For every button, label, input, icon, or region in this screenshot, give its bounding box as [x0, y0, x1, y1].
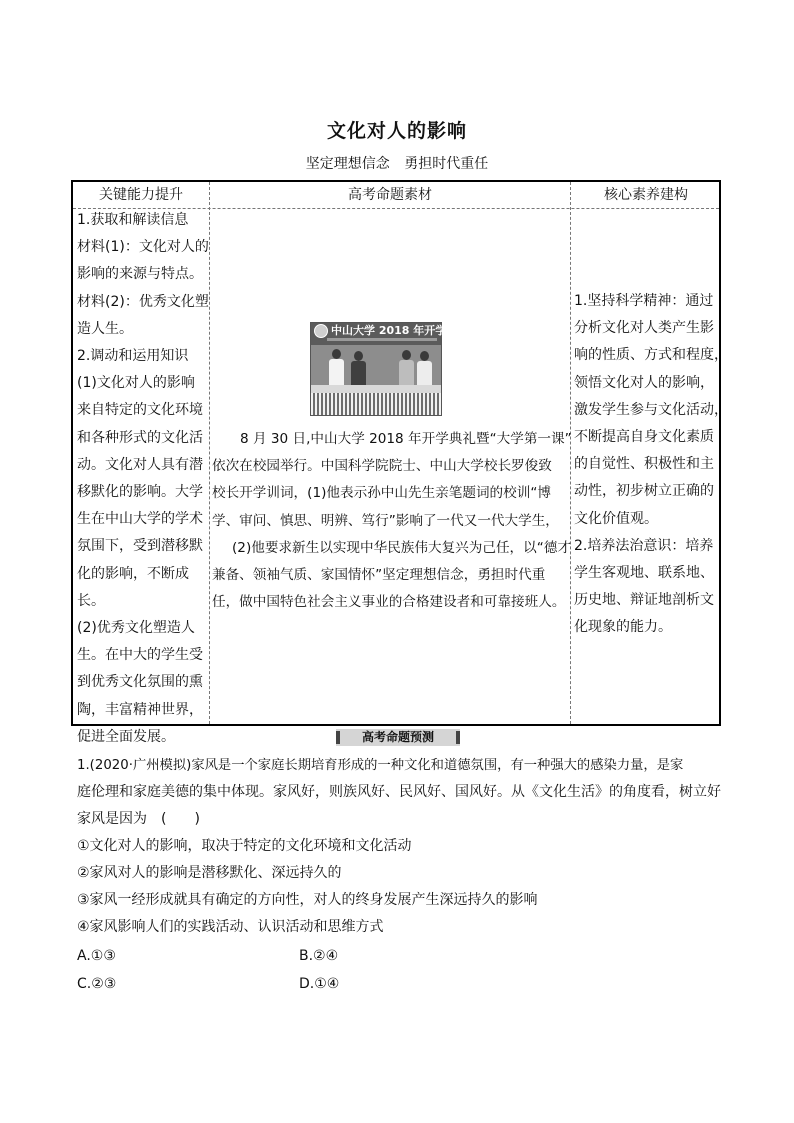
- core-literacy-line: 文化价值观。: [574, 510, 658, 527]
- question-stem-line: 家风是因为 ( ): [77, 811, 200, 827]
- header-key-ability: 关键能力提升: [99, 187, 183, 203]
- fence: [311, 393, 441, 415]
- key-ability-line: 陶，丰富精神世界，: [77, 701, 203, 718]
- core-literacy-line: 动性，初步树立正确的: [574, 483, 714, 500]
- key-ability-line: (1)文化对人的影响: [77, 375, 195, 392]
- core-literacy-line: 化现象的能力。: [574, 619, 672, 636]
- core-literacy-line: 学生客观地、联系地、: [574, 565, 714, 582]
- statement-item: ②家风对人的影响是潜移默化、深远持久的: [77, 865, 342, 881]
- core-literacy-line: 2.培养法治意识：培养: [574, 537, 714, 554]
- core-literacy-line: 分析文化对人类产生影: [574, 320, 714, 337]
- key-ability-column: [77, 207, 209, 751]
- question-stem-line: 庭伦理和家庭美德的集中体现。家风好，则族风好、民风好、国风好。从《文化生活》的角度看，树立好: [77, 784, 721, 800]
- key-ability-line: 造人生。: [77, 320, 133, 337]
- key-ability-line: 化的影响，不断成长。: [77, 565, 189, 609]
- exam-material-column: [212, 426, 572, 616]
- page-subtitle: [0, 153, 794, 173]
- podium: [311, 385, 441, 393]
- statement-item: ④家风影响人们的实践活动、认识活动和思维方式: [77, 919, 384, 935]
- option-c: C.②③: [77, 976, 117, 992]
- material-line: 兼备、领袖气质、家国情怀”坚定理想信念，勇担时代重: [212, 567, 546, 584]
- statement-item: ③家风一经形成就具有确定的方向性，对人的终身发展产生深远持久的影响: [77, 892, 538, 908]
- question-stem-line: 1.(2020·广州模拟)家风是一个家庭长期培育形成的一种文化和道德氛围，有一种强大的感染力量，是家: [77, 758, 684, 773]
- banner-subtext-strip: [327, 338, 437, 341]
- subtitle-part-2: 勇担时代重任: [404, 156, 489, 172]
- key-ability-line: 材料(1)：文化对人的: [77, 239, 209, 256]
- key-ability-line: 1.获取和解读信息: [77, 212, 189, 228]
- material-line: 校长开学训词，(1)他表示孙中山先生亲笔题词的校训“博: [212, 485, 551, 502]
- core-literacy-line: 不断提高自身文化素质: [574, 429, 714, 446]
- key-ability-line: 氛围下，受到潜移默: [77, 538, 203, 555]
- key-ability-line: 动。文化对人具有潜: [77, 456, 203, 473]
- option-a: A.①③: [77, 948, 116, 964]
- key-ability-line: (2)优秀文化塑造人: [77, 620, 195, 637]
- header-exam-material: 高考命题素材: [348, 187, 432, 203]
- core-literacy-column: [574, 288, 728, 642]
- material-line: 依次在校园举行。中国科学院院士、中山大学校长罗俊致: [212, 458, 552, 475]
- key-ability-line: 生在中山大学的学术: [77, 511, 203, 528]
- ceremony-banner: [311, 323, 469, 345]
- key-ability-line: 生。在中大的学生受: [77, 647, 203, 664]
- core-literacy-line: 领悟文化对人的影响，: [574, 374, 714, 391]
- key-ability-line: 来自特定的文化环境: [77, 402, 203, 419]
- core-literacy-line: 激发学生参与文化活动，: [574, 401, 728, 418]
- header-core-literacy: 核心素养建构: [604, 187, 688, 203]
- key-ability-line: 移默化的影响。大学: [77, 484, 203, 501]
- page-title: 文化对人的影响: [326, 120, 467, 142]
- key-ability-line: 材料(2)：优秀文化塑: [77, 293, 209, 310]
- material-line: (2)他要求新生以实现中华民族伟大复兴为己任，以“德才: [232, 539, 571, 556]
- section-label-exam-prediction: 高考命题预测: [336, 729, 460, 746]
- university-logo-icon: [314, 324, 328, 338]
- key-ability-line: 促进全面发展。: [77, 728, 175, 745]
- material-line: 学、审问、慎思、明辨、笃行”影响了一代又一代大学生，: [212, 512, 559, 529]
- core-literacy-line: 的自觉性、积极性和主: [574, 456, 714, 473]
- key-ability-line: 和各种形式的文化活: [77, 429, 203, 446]
- option-d: D.①④: [299, 976, 340, 992]
- core-literacy-line: 历史地、辩证地剖析文: [574, 592, 714, 609]
- key-ability-line: 到优秀文化氛围的熏: [77, 674, 203, 691]
- key-ability-line: 2.调动和运用知识: [77, 348, 189, 365]
- column-divider: [209, 182, 210, 724]
- key-ability-line: 影响的来源与特点。: [77, 266, 203, 283]
- question-block: [77, 752, 723, 941]
- banner-text: 中山大学 2018 年开学典礼: [331, 324, 469, 337]
- core-literacy-line: 响的性质、方式和程度，: [574, 347, 728, 364]
- material-line: 任，做中国特色社会主义事业的合格建设者和可靠接班人。: [212, 594, 566, 611]
- option-b: B.②④: [299, 948, 339, 964]
- ceremony-photo: [310, 322, 469, 416]
- statement-item: ①文化对人的影响，取决于特定的文化环境和文化活动: [77, 838, 412, 854]
- subtitle-part-1: 坚定理想信念: [305, 156, 390, 172]
- core-literacy-line: 1.坚持科学精神：通过: [574, 293, 714, 309]
- material-line: 8 月 30 日,中山大学 2018 年开学典礼暨“大学第一课”: [240, 431, 572, 447]
